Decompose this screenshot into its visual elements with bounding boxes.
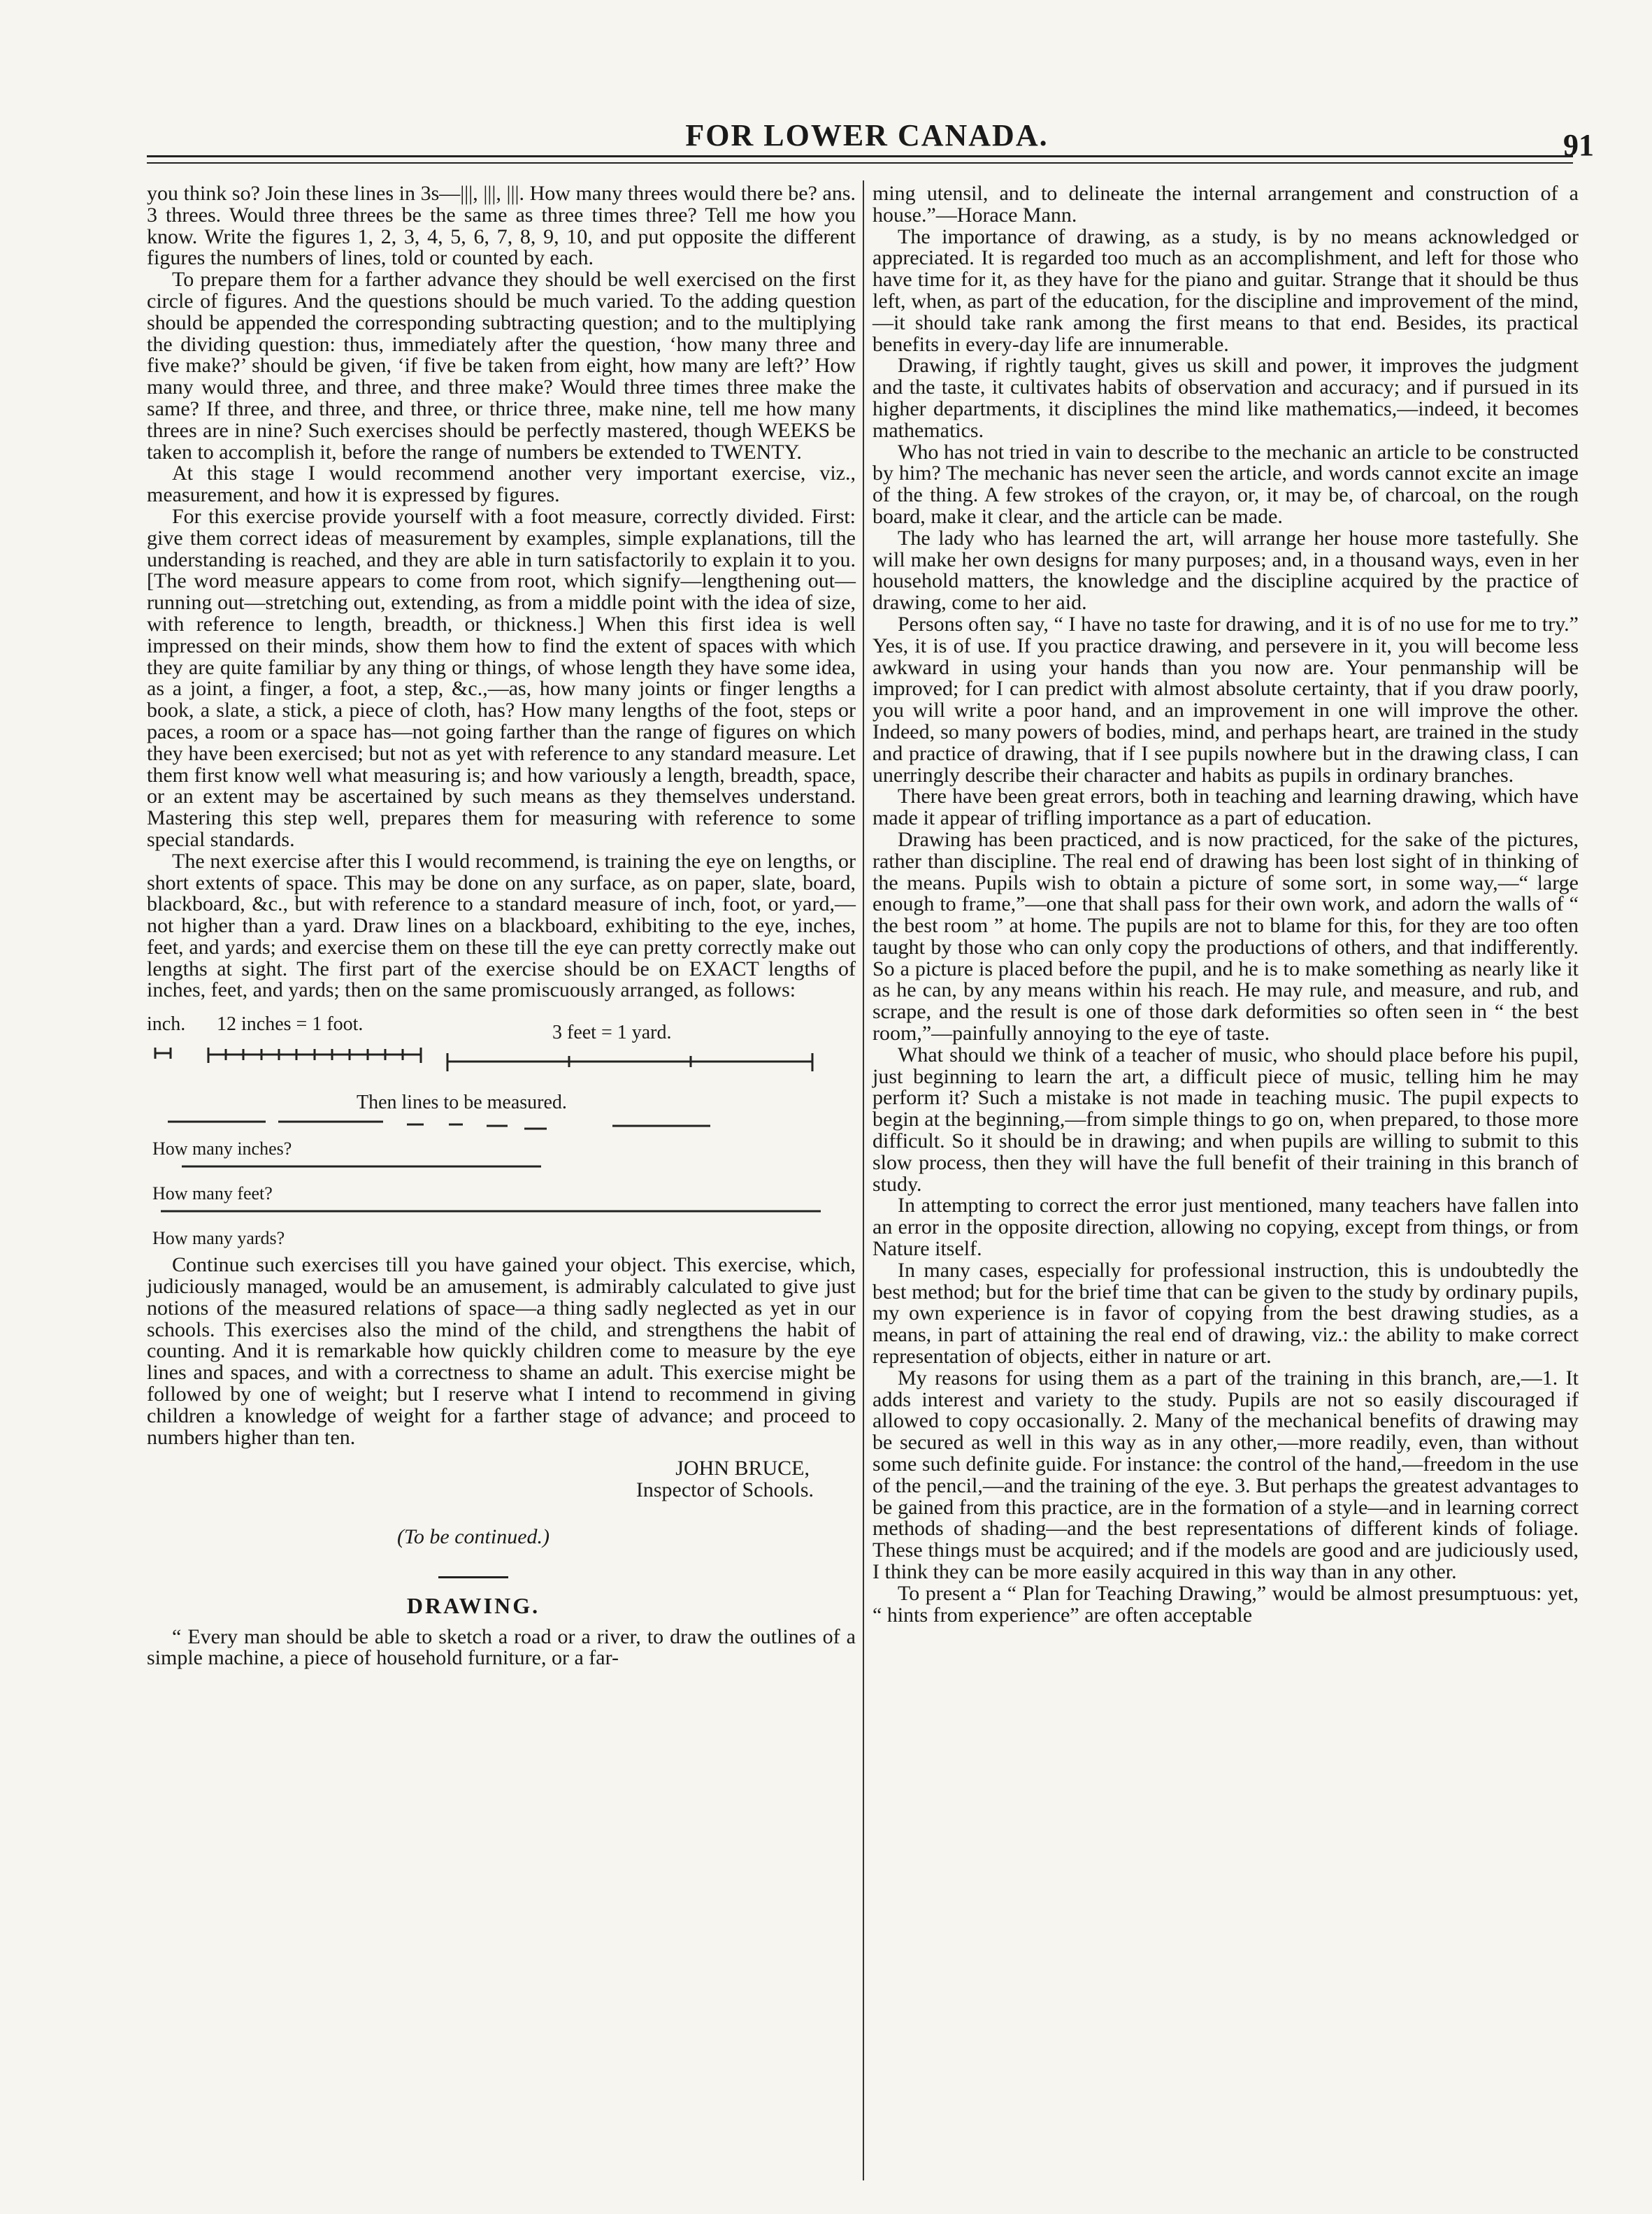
paragraph: Continue such exercises till you have gained your object. This exercise, which, judiciously managed, would be an amusement, is admirably calculated to give just notions of the measured relations of space—a thing sadly neglected as yet in our schools. This exercises also the mind of the child, and strengthens the habit of counting. And it is remarkable how quickly children come to measure by the eye lines and spaces, and with a correctness to shame an adult. This exercise might be followed by one of weight; but I reserve what I intend to recommend in giving children a knowledge of weight for a farther stage of advance; and proceed to numbers higher than ten. — [147, 1253, 856, 1449]
signature — [147, 1458, 856, 1501]
page-header — [140, 117, 1594, 162]
paragraph: Persons often say, “ I have no taste for drawing, and it is of no use for me to try.” Yes, it is of use. If you practice drawing, and persevere in it, you will become less awkward in using your hands than you now are. Your penmanship will be improved; for I can predict with almost absolute certainty, that if you draw poorly, you will write a poor hand, and an improvement in one will improve the other. Indeed, so many powers of bodies, mind, and perhaps heart, are trained in the study and practice of drawing, that if I see pupils nowhere but in the drawing class, I can unerringly describe their character and habits as pupils in ordinary branches. — [872, 612, 1579, 787]
left-column — [147, 183, 856, 1669]
paragraph: “ Every man should be able to sketch a road or a river, to draw the outlines of a simple machine, a piece of household furniture, or a far- — [147, 1624, 856, 1670]
signature-title: Inspector of Schools. — [635, 1478, 814, 1502]
paragraph: The next exercise after this I would recommend, is training the eye on lengths, or short extents of space. This may be done on any surface, as on paper, slate, board, blackboard, &c., but with reference to a standard measure of inch, foot, or yard,—not higher than a yard. Draw lines on a blackboard, exhibiting to the eye, inches, feet, and yards; and exercise them on these till the eye can pretty correctly make out lengths at sight. The first part of the exercise should be on EXACT lengths of inches, feet, and yards; then on the same promiscuously arranged, as follows: — [147, 849, 856, 1002]
section-heading: DRAWING. — [406, 1592, 540, 1618]
paragraph: In attempting to correct the error just mentioned, many teachers have fallen into an error in the opposite direction, allowing no copying, except from things, or from Nature itself. — [872, 1194, 1579, 1261]
header-rule-thick — [147, 155, 1573, 157]
column-divider — [863, 180, 864, 2180]
question-inches: How many inches? — [152, 1138, 292, 1159]
measurement-diagram — [147, 1007, 856, 1250]
paragraph: There have been great errors, both in teaching and learning drawing, which have made it appear of trifling importance as a part of education. — [872, 785, 1579, 830]
section-rule — [438, 1576, 508, 1578]
paragraph: The lady who has learned the art, will arrange her house more tastefully. She will make her own designs for many purposes; and, in a thousand ways, even in her household matters, the knowledge and the discipline acquired by the practice of drawing, come to her aid. — [872, 526, 1579, 615]
signature-name: JOHN BRUCE, — [675, 1457, 810, 1480]
paragraph: What should we think of a teacher of music, who should place before his pupil, just beginning to learn the art, a difficult piece of music, telling him he may perform it? Such a mistake is not made in teaching music. The pupil expects to begin at the beginning,—from simple things to go on, when prepared, to those more difficult. So it should be in drawing; and when pupils are willing to submit to this slow process, then they will have the full benefit of their training in this branch of study. — [872, 1043, 1579, 1196]
paragraph: To prepare them for a farther advance they should be well exercised on the first circle of figures. And the questions should be much varied. To the adding question should be appended the corresponding subtracting question; and to the multiplying the dividing question: thus, immediately after the question, ‘how many three and five make?’ should be given, ‘if five be taken from eight, how many are left?’ How many would three, and three, and three make? Would three times three make the same? If three, and three, and three, or thrice three, make nine, tell me how many threes are in nine? Such exercises should be perfectly mastered, though WEEKS be taken to accomplish it, before the range of numbers be extended to TWENTY. — [147, 268, 856, 464]
right-column — [872, 183, 1579, 1626]
paragraph: ming utensil, and to delineate the internal arrangement and construction of a house.”—Horace Mann. — [872, 182, 1579, 227]
paragraph: The importance of drawing, as a study, is by no means acknowledged or appreciated. It is regarded too much as an accomplishment, and left for those who have time for it, as they have for the piano and guitar. Strange that it should be thus left, when, as part of the education, for the discipline and improvement of the mind,—it should take rank among the first means to that end. Besides, its practical benefits in every-day life are innumerable. — [872, 224, 1579, 356]
paragraph: In many cases, especially for professional instruction, this is undoubtedly the best method; but for the brief time that can be given to the study by ordinary pupils, my own experience is in favor of copying from the best drawing studies, as a means, in part of attaining the real end of drawing, viz.: the ability to make correct representation of objects, either in nature or art. — [872, 1258, 1579, 1369]
running-head: FOR LOWER CANADA. — [685, 118, 1049, 152]
measurement-lines — [147, 1007, 856, 1250]
feet-yard-label: 3 feet = 1 yard. — [552, 1022, 672, 1044]
inches-foot-label: 12 inches = 1 foot. — [217, 1013, 364, 1036]
paragraph: Drawing has been practiced, and is now practiced, for the sake of the pictures, rather than discipline. The real end of drawing has been lost sight of in thinking of the means. Pupils wish to obtain a picture of some sort, in some way,—“ large enough to frame,”—one that shall pass for their own work, and adorn the walls of “ the best room ” at home. The pupils are not to blame for this, for they are too often taught by those who can only copy the productions of others, and that indifferently. So a picture is placed before the pupil, and he is to make something as nearly like it as he can, by any means within his reach. He may rule, and measure, and rub, and scrape, and the result is one of those dark deformities so often seen in “ the best room,”—painfully annoying to the eye of taste. — [872, 827, 1579, 1045]
question-feet: How many feet? — [152, 1183, 273, 1204]
paragraph: Who has not tried in vain to describe to the mechanic an article to be constructed by him? The mechanic has never seen the article, and words cannot excite an image of the thing. A few strokes of the crayon, or, it may be, of charcoal, on the rough board, make it clear, and the article can be made. — [872, 440, 1579, 528]
header-rule-thin — [147, 162, 1573, 164]
paragraph: Drawing, if rightly taught, gives us skill and power, it improves the judgment and the taste, it cultivates habits of observation and accuracy; and if pursued in its higher departments, it disciplines the mind like mathematics,—indeed, it becomes mathematics. — [872, 354, 1579, 442]
page-number: 91 — [1563, 128, 1594, 162]
paragraph: My reasons for using them as a part of the training in this branch, are,—1. It adds interest and variety to the study. Pupils are not so easily discouraged if allowed to copy occasionally. 2. Many of the mechanical benefits of drawing may be secured as well in this way as in any other,—more readily, even, than without some such definite guide. For instance: the control of the hand,—freedom in the use of the pencil,—and the training of the eye. 3. But perhaps the greatest advantages to be gained from this practice, are in the formation of a style—and in learning correct methods of shading—and the best representations of different kinds of foliage. These things must be acquired; and if the models are good and are judiciously used, I think they can be more easily acquired in this way than in any other. — [872, 1366, 1579, 1583]
to-be-continued: (To be continued.) — [396, 1525, 550, 1549]
paragraph: To present a “ Plan for Teaching Drawing,” would be almost presumptuous: yet, “ hints from experience” are often acceptable — [872, 1581, 1579, 1627]
paragraph: you think so? Join these lines in 3s—|||, |||, |||. How many threes would there be? ans. 3 threes. Would three threes be the same as three times three? Tell me how you know. Write the figures 1, 2, 3, 4, 5, 6, 7, 8, 9, 10, and put opposite the different figures the numbers of lines, told or counted by each. — [147, 182, 856, 270]
paragraph: At this stage I would recommend another very important exercise, viz., measurement, and how it is expressed by figures. — [147, 462, 856, 507]
question-yards: How many yards? — [152, 1228, 285, 1249]
lines-caption: Then lines to be measured. — [357, 1092, 567, 1114]
paragraph: For this exercise provide yourself with a foot measure, correctly divided. First: give them correct ideas of measurement by examples, simple explanations, till the understanding is reached, and they are able in turn satisfactorily to explain it to you. [The word measure appears to come from root, which signify—lengthening out—running out—stretching out, extending, as from a middle point with the idea of size, with reference to length, breadth, or thickness.] When this first idea is well impressed on their minds, show them how to find the extent of spaces with which they are quite familiar by any thing or things, of whose length they have some idea, as a joint, a finger, a foot, a step, &c.,—as, how many joints or finger lengths a book, a slate, a stick, a piece of cloth, has? How many lengths of the foot, steps or paces, a room or a space has—not going farther than the range of figures on which they have been exercised; but not as yet with reference to any standard measure. Let them first know well what measuring is; and how variously a length, breadth, space, or an extent may be ascertained by such means as they themselves understand. Mastering this step well, prepares them for measuring with reference to some special standards. — [147, 504, 856, 851]
inch-label: inch. — [147, 1013, 186, 1036]
